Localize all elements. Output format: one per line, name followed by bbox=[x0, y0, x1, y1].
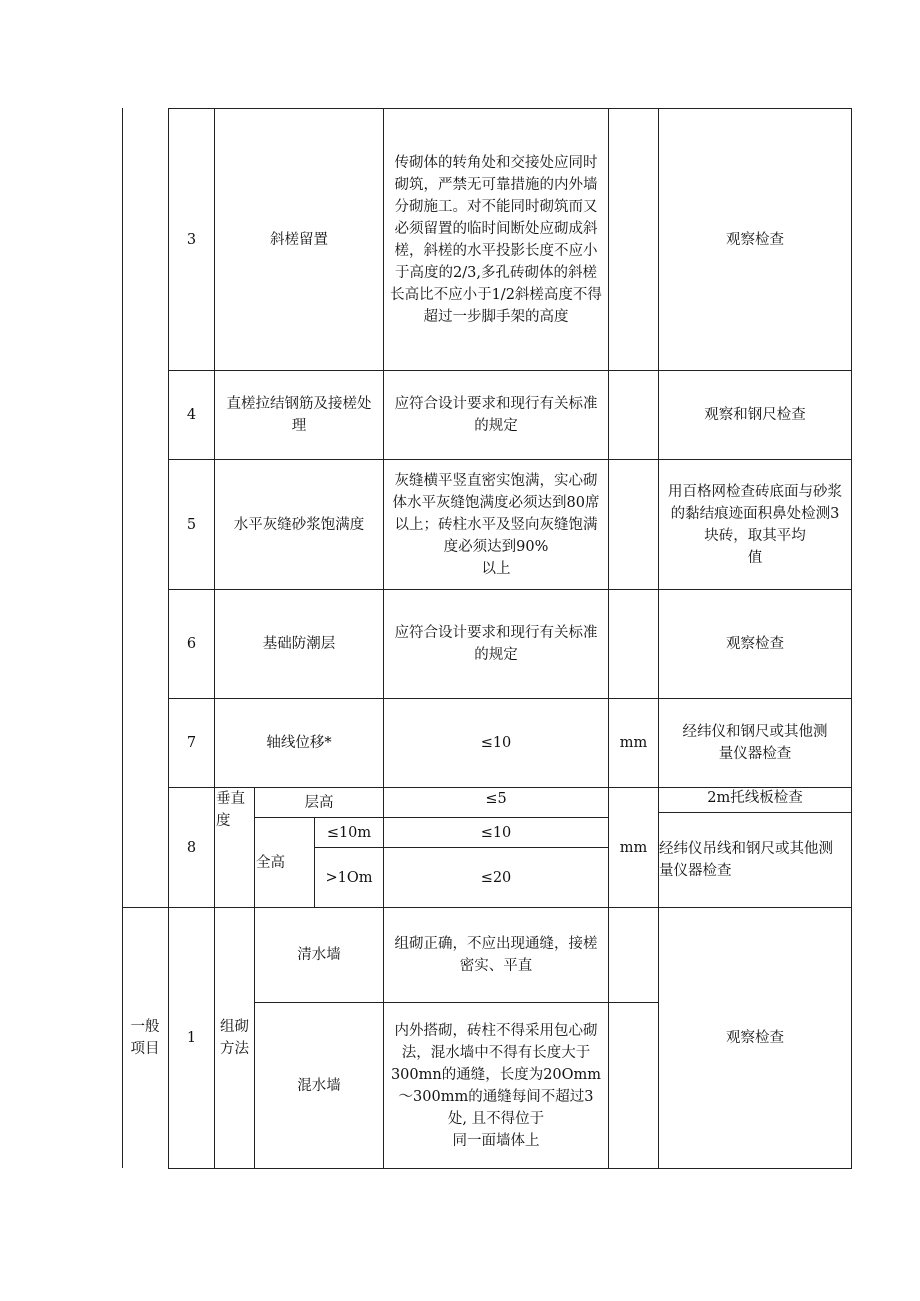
row-6-number: 6 bbox=[186, 636, 197, 652]
row-7-method: 经纬仪和钢尺或其他测 量仪器检查 bbox=[682, 724, 828, 762]
row-7-allowance: ≤10 bbox=[480, 735, 512, 751]
row-5-method: 用百格网检查砖底面与砂浆 的黏结痕迹面积鼻处检测3 块砖，取其平均 值 bbox=[668, 483, 842, 566]
row-4-number: 4 bbox=[186, 407, 197, 423]
general-req-plastered: 内外搭砌，砖柱不得采用包心砌 法，混水墙中不得有长度大于 300mn的通缝，长度为20Omm ～300mm的通缝每间不超过3 处, 且不得位于 同一面墙体上 bbox=[390, 1022, 602, 1149]
row-7-number: 7 bbox=[186, 735, 197, 751]
row-6-requirement: 应符合设计要求和现行有关标准 的规定 bbox=[394, 625, 598, 663]
row-8-number: 8 bbox=[186, 839, 197, 856]
general-req-fairfaced: 组砌正确，不应出现通缝，接槎 密实、平直 bbox=[394, 936, 598, 974]
row-8-full-height: 全高 bbox=[256, 854, 285, 871]
row-8-method-b: 经纬仪吊线和钢尺或其他测 量仪器检查 bbox=[659, 841, 833, 879]
row-6-method: 观察检查 bbox=[726, 636, 784, 652]
row-5-requirement: 灰缝横平竖直密实饱满，实心砌 体水平灰缝饱满度必须达到80席 以上；砖柱水平及竖向灰缝饱满 度必须达到90% 以上 bbox=[392, 472, 600, 577]
row-8-gt-10m: >1Om bbox=[325, 869, 373, 886]
row-8-method-a: 2m托线板检查 bbox=[707, 790, 803, 806]
general-sub-fairfaced: 清水墙 bbox=[297, 947, 341, 963]
row-8-le-10m: ≤10m bbox=[326, 824, 372, 841]
row-3-item: 斜槎留置 bbox=[270, 231, 328, 248]
row-8-floor-value: ≤5 bbox=[485, 790, 507, 807]
row-3-method: 观察检查 bbox=[726, 231, 784, 248]
grid-v bbox=[608, 108, 609, 1168]
row-6-item: 基础防潮层 bbox=[262, 636, 336, 652]
row-7-item: 轴线位移* bbox=[266, 735, 332, 751]
row-4-item: 直槎拉结钢筋及接槎处 理 bbox=[226, 396, 372, 434]
row-5-item: 水平灰缝砂浆饱满度 bbox=[233, 516, 365, 533]
row-8-item: 垂直 度 bbox=[216, 791, 245, 829]
row-5-number: 5 bbox=[186, 516, 197, 533]
grid-v bbox=[851, 108, 852, 1168]
row-4-method: 观察和钢尺检查 bbox=[704, 407, 806, 423]
row-7-unit: mm bbox=[619, 735, 648, 751]
row-8-unit: mm bbox=[619, 839, 648, 856]
row-3-requirement: 传砌体的转角处和交接处应同时 砌筑，严禁无可靠措施的内外墙 分砌施工。对不能同时砌筑而又 必须留置的临时间断处应砌成斜 槎，斜槎的水平投影长度不应小 于高度的2/3,多孔砖砌体的斜槎 长高比不应小于1/2斜槎高度不得 超过一步脚手架的高度 bbox=[390, 155, 602, 325]
general-method: 观察检查 bbox=[726, 1030, 784, 1046]
general-item: 组砌 方法 bbox=[220, 1019, 249, 1057]
general-number: 1 bbox=[186, 1030, 197, 1046]
row-8-le-10m-value: ≤10 bbox=[480, 824, 512, 841]
row-3-number: 3 bbox=[186, 231, 197, 248]
row-4-requirement: 应符合设计要求和现行有关标准 的规定 bbox=[394, 396, 598, 434]
row-8-gt-10m-value: ≤20 bbox=[480, 869, 512, 886]
general-sub-plastered: 混水墙 bbox=[297, 1077, 341, 1094]
row-8-floor-height: 层高 bbox=[304, 794, 334, 811]
grid-h bbox=[168, 1168, 852, 1169]
general-category: 一般 项目 bbox=[130, 1019, 160, 1057]
